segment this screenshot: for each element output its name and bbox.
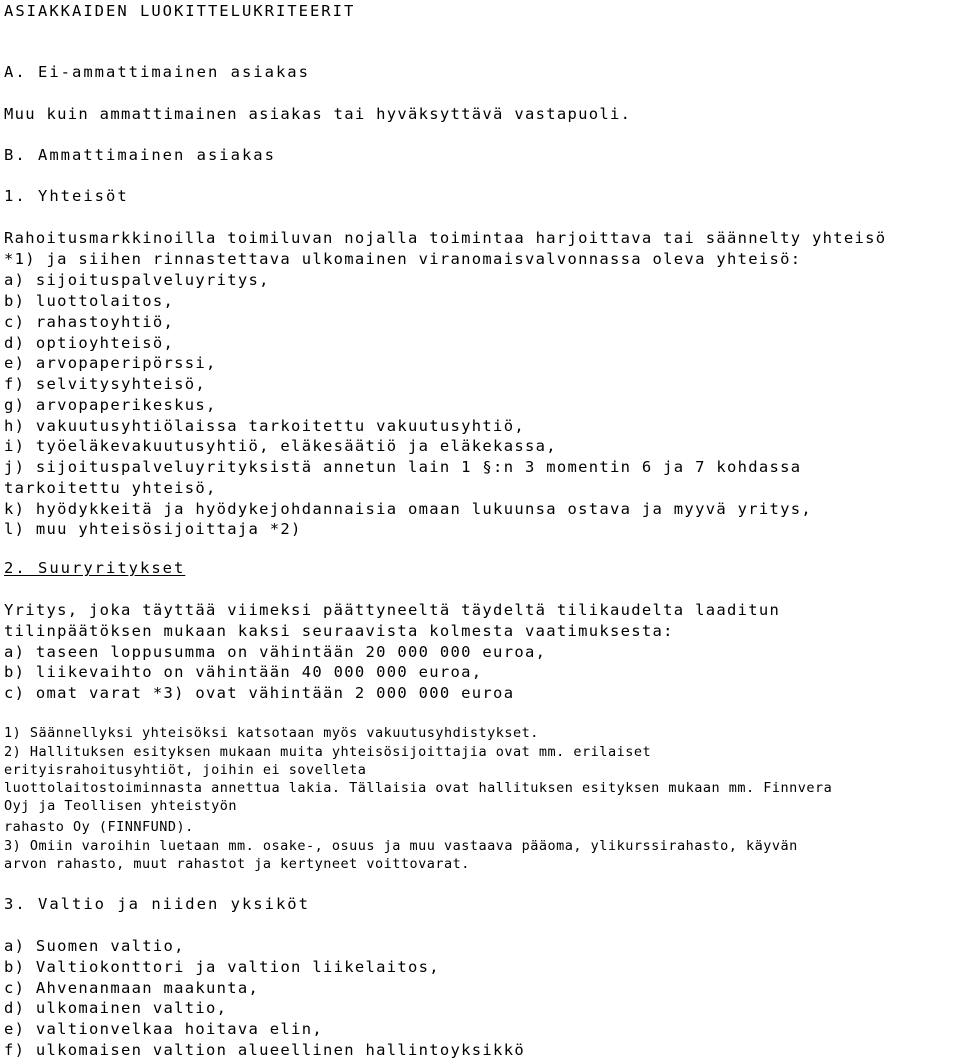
part1-list-item: l) muu yhteisösijoittaja *2) bbox=[4, 520, 302, 538]
part3-list-item: f) ulkomaisen valtion alueellinen hallintoyksikkö bbox=[4, 1041, 525, 1059]
part1-list-item: b) luottolaitos, bbox=[4, 292, 175, 310]
part1-list-item: k) hyödykkeitä ja hyödykejohdannaisia omaan lukuunsa ostava ja myyvä yritys, bbox=[4, 500, 813, 518]
section-b-heading: B. Ammattimainen asiakas bbox=[4, 146, 276, 164]
part1-list-item: e) arvopaperipörssi, bbox=[4, 354, 217, 372]
part3-list-item: d) ulkomainen valtio, bbox=[4, 999, 228, 1017]
part1-list-item: d) optioyhteisö, bbox=[4, 334, 175, 352]
footnote-line: arvon rahasto, muut rahastot ja kertyneet voittovarat. bbox=[4, 856, 470, 872]
part1-heading: 1. Yhteisöt bbox=[4, 187, 129, 205]
footnote-line: luottolaitostoiminnasta annettua lakia. Tällaisia ovat hallituksen esityksen mukaan mm. Finnvera bbox=[4, 780, 833, 796]
part1-list-item: tarkoitettu yhteisö, bbox=[4, 479, 217, 497]
part1-list-item: i) työeläkevakuutusyhtiö, eläkesäätiö ja eläkekassa, bbox=[4, 437, 557, 455]
part1-list-item: g) arvopaperikeskus, bbox=[4, 396, 217, 414]
section-a-heading: A. Ei-ammattimainen asiakas bbox=[4, 63, 310, 81]
part1-list-item: f) selvitysyhteisö, bbox=[4, 375, 207, 393]
part1-intro-line: Rahoitusmarkkinoilla toimiluvan nojalla toimintaa harjoittava tai säännelty yhteisö bbox=[4, 229, 887, 247]
part2-intro-line: Yritys, joka täyttää viimeksi päättyneeltä täydeltä tilikaudelta laaditun bbox=[4, 601, 781, 619]
footnote-line: erityisrahoitusyhtiöt, joihin ei sovelleta bbox=[4, 762, 367, 778]
part3-heading: 3. Valtio ja niiden yksiköt bbox=[4, 895, 310, 913]
part2-list-item: a) taseen loppusumma on vähintään 20 000 000 euroa, bbox=[4, 643, 547, 661]
part1-list-item: c) rahastoyhtiö, bbox=[4, 313, 175, 331]
footnote-line: 3) Omiin varoihin luetaan mm. osake-, osuus ja muu vastaava pääoma, ylikurssirahasto, käyvän bbox=[4, 838, 798, 854]
part3-list-item: a) Suomen valtio, bbox=[4, 937, 185, 955]
footnote-line: rahasto Oy (FINNFUND). bbox=[4, 819, 194, 835]
section-a-text: Muu kuin ammattimainen asiakas tai hyväksyttävä vastapuoli. bbox=[4, 105, 632, 123]
part1-intro-line: *1) ja siihen rinnastettava ulkomainen viranomaisvalvonnassa oleva yhteisö: bbox=[4, 250, 802, 268]
document-title: ASIAKKAIDEN LUOKITTELUKRITEERIT bbox=[4, 2, 356, 20]
part1-list-item: h) vakuutusyhtiölaissa tarkoitettu vakuutusyhtiö, bbox=[4, 417, 525, 435]
footnote-line: Oyj ja Teollisen yhteistyön bbox=[4, 798, 237, 814]
footnote-line: 2) Hallituksen esityksen mukaan muita yhteisösijoittajia ovat mm. erilaiset bbox=[4, 744, 652, 760]
part2-list-item: b) liikevaihto on vähintään 40 000 000 euroa, bbox=[4, 663, 483, 681]
part2-intro-line: tilinpäätöksen mukaan kaksi seuraavista kolmesta vaatimuksesta: bbox=[4, 622, 674, 640]
part3-list-item: b) Valtiokonttori ja valtion liikelaitos, bbox=[4, 958, 440, 976]
part3-list-item: e) valtionvelkaa hoitava elin, bbox=[4, 1020, 323, 1038]
part3-list-item: c) Ahvenanmaan maakunta, bbox=[4, 979, 260, 997]
part2-list-item: c) omat varat *3) ovat vähintään 2 000 000 euroa bbox=[4, 684, 515, 702]
part1-list-item: j) sijoituspalveluyrityksistä annetun lain 1 §:n 3 momentin 6 ja 7 kohdassa bbox=[4, 458, 802, 476]
footnote-line: 1) Säännellyksi yhteisöksi katsotaan myös vakuutusyhdistykset. bbox=[4, 725, 539, 741]
part2-heading: 2. Suuryritykset bbox=[4, 559, 186, 577]
part1-list-item: a) sijoituspalveluyritys, bbox=[4, 271, 270, 289]
